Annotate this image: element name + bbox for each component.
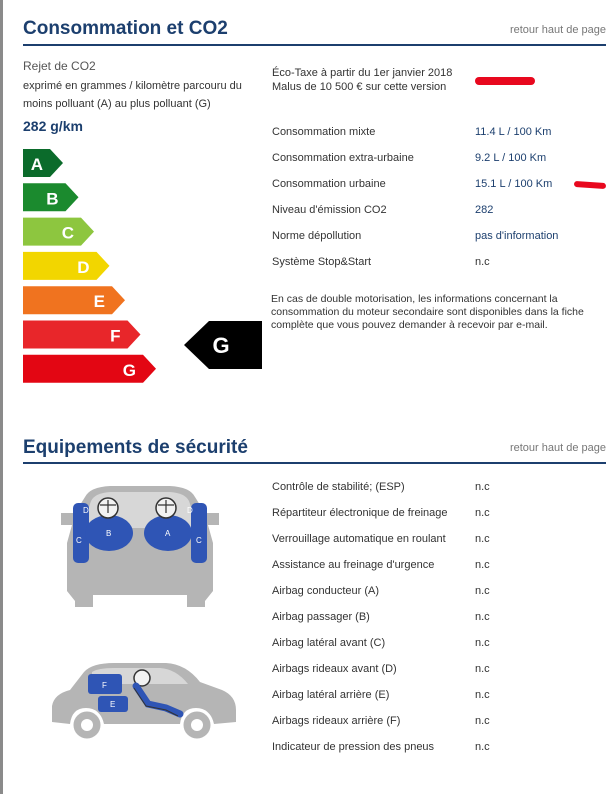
consumption-section-title: Consommation et CO2 [23,18,228,39]
label-d-left: D [83,506,89,515]
spec-label-urban: Consommation urbaine [272,178,386,190]
red-annotation-mark-2 [574,181,606,189]
safety-value-rear-curtain-airbag: n.c [475,715,490,727]
label-e: E [110,700,116,709]
safety-label-brake-assist: Assistance au freinage d'urgence [272,559,435,571]
safety-label-driver-airbag: Airbag conducteur (A) [272,585,379,597]
consumption-section-rule [23,44,606,46]
car-front-airbag-diagram [55,483,225,613]
safety-value-brake-assist: n.c [475,559,490,571]
red-annotation-mark [475,77,535,85]
back-to-top-link-consumption[interactable]: retour haut de page [509,24,606,36]
spec-label-co2: Niveau d'émission CO2 [272,204,387,216]
safety-value-front-side-airbag: n.c [475,637,490,649]
spec-value-mixed: 11.4 L / 100 Km [475,126,552,138]
energy-class-arrow-a [23,149,63,177]
safety-label-front-curtain-airbag: Airbags rideaux avant (D) [272,663,397,675]
energy-class-label-b: B [46,189,59,209]
spec-value-stop-start: n.c [475,256,490,268]
energy-class-arrow-g [23,355,156,383]
safety-label-auto-lock: Verrouillage automatique en roulant [272,533,446,545]
back-to-top-link-safety[interactable]: retour haut de page [509,442,606,454]
label-c-left: C [76,536,82,545]
current-class-indicator [183,320,263,370]
energy-class-label-d: D [77,257,90,277]
energy-class-label-f: F [110,326,121,346]
safety-section-title: Equipements de sécurité [23,437,248,458]
energy-class-label-c: C [61,223,74,243]
safety-label-front-side-airbag: Airbag latéral avant (C) [272,637,386,649]
safety-label-esp: Contrôle de stabilité; (ESP) [272,481,405,493]
label-a: A [165,529,171,538]
safety-value-tpms: n.c [475,741,490,753]
wheel-rear-hub [81,719,93,731]
energy-class-label-g: G [122,360,136,380]
safety-value-driver-airbag: n.c [475,585,490,597]
label-c-right: C [196,536,202,545]
energy-class-label-a: A [30,155,43,174]
co2-value: 282 g/km [23,118,83,134]
energy-class-arrow-c [23,218,94,246]
energy-class-arrow-f [23,321,141,349]
energy-class-label-e: E [93,292,105,312]
safety-label-passenger-airbag: Airbag passager (B) [272,611,370,623]
wheel-front-hub [191,719,203,731]
spec-label-stop-start: Système Stop&Start [272,256,372,268]
spec-label-extra-urban: Consommation extra-urbaine [272,152,414,164]
safety-section-rule [23,462,606,464]
co2-title: Rejet de CO2 [23,59,96,73]
spec-label-mixed: Consommation mixte [272,126,376,138]
spec-value-pollution-norm: pas d'information [475,230,559,242]
label-f: F [102,681,107,690]
ecotax-notice [272,66,452,94]
safety-value-front-curtain-airbag: n.c [475,663,490,675]
spec-value-extra-urban: 9.2 L / 100 Km [475,152,547,164]
spec-value-urban: 15.1 L / 100 Km [475,178,553,190]
energy-class-scale [22,147,162,387]
spec-label-pollution-norm: Norme dépollution [272,230,362,242]
safety-value-rear-side-airbag: n.c [475,689,490,701]
safety-value-auto-lock: n.c [475,533,490,545]
safety-value-passenger-airbag: n.c [475,611,490,623]
label-d-right: D [187,506,193,515]
ecotax-line-2: Malus de 10 500 € sur cette version [272,81,447,93]
current-class-label: G [212,333,230,358]
dual-engine-note: En cas de double motorisation, les informations concernant la consommation du moteur secondaire sont disponibles dans la fiche complète que vous pouvez demander à recevoir par e-mail. [271,293,584,331]
energy-class-arrow-e [23,286,125,314]
co2-description: exprimé en grammes / kilomètre parcouru du moins polluant (A) au plus polluant (G) [23,80,242,110]
spec-value-co2: 282 [475,204,494,216]
safety-value-esp: n.c [475,481,490,493]
safety-value-ebd: n.c [475,507,490,519]
car-side-airbag-diagram [48,660,238,745]
safety-label-rear-side-airbag: Airbag latéral arrière (E) [272,689,390,701]
energy-class-arrow-d [23,252,110,280]
airbag-c-right [191,503,207,563]
left-border [0,0,3,794]
safety-label-ebd: Répartiteur électronique de freinage [272,507,448,519]
label-b: B [106,529,112,538]
safety-label-rear-curtain-airbag: Airbags rideaux arrière (F) [272,715,401,727]
safety-label-tpms: Indicateur de pression des pneus [272,741,435,753]
ecotax-line-1: Éco-Taxe à partir du 1er janvier 2018 [272,67,453,79]
